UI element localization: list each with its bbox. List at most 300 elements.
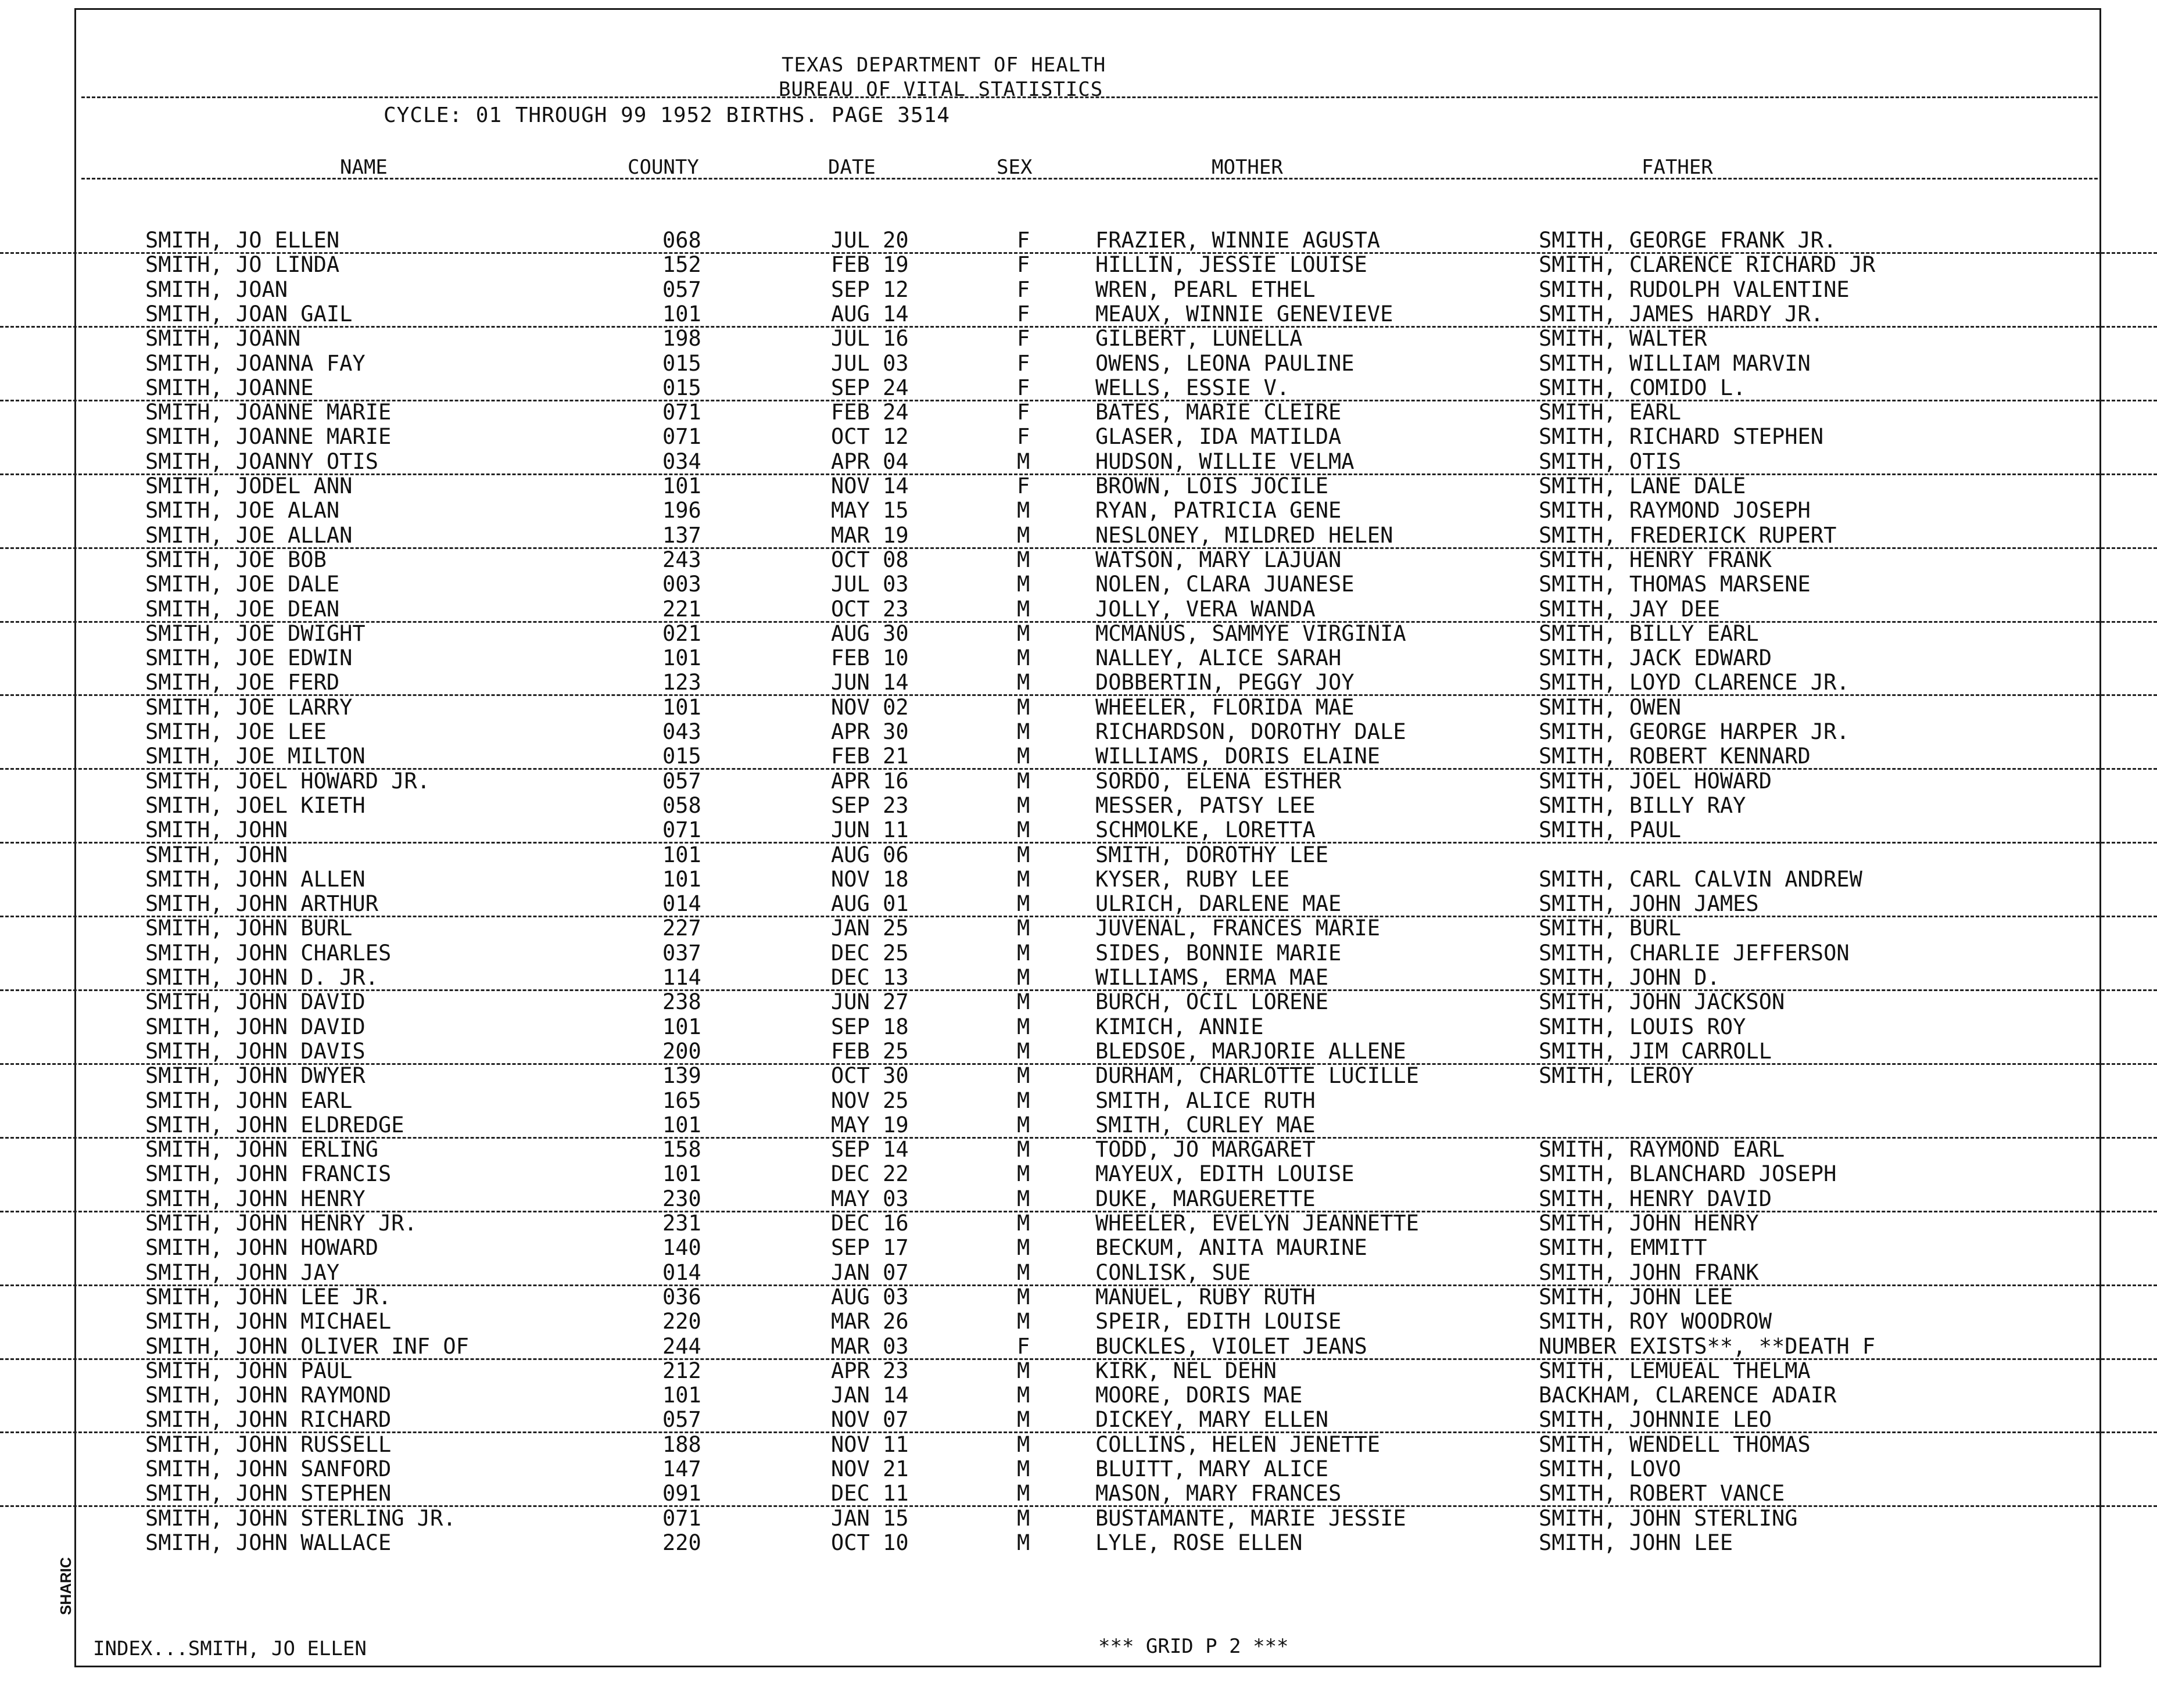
cell-father: SMITH, RAYMOND EARL: [1539, 1137, 1785, 1162]
table-row: [0, 597, 2157, 623]
cell-date: MAR 26: [831, 1309, 909, 1334]
cell-father: SMITH, RICHARD STEPHEN: [1539, 424, 1824, 450]
cell-date: APR 16: [831, 768, 909, 794]
cell-sex: M: [1017, 1161, 1030, 1187]
cell-date: JAN 15: [831, 1505, 909, 1531]
cell-county: 021: [662, 620, 701, 646]
cell-father: BACKHAM, CLARENCE ADAIR: [1539, 1383, 1837, 1408]
table-row: [0, 817, 2157, 844]
cell-date: SEP 18: [831, 1014, 909, 1039]
cell-mother: JUVENAL, FRANCES MARIE: [1095, 916, 1381, 941]
cell-name: SMITH, JO ELLEN: [145, 228, 340, 253]
cell-date: AUG 06: [831, 842, 909, 867]
cell-name: SMITH, JOHN STERLING JR.: [145, 1505, 456, 1531]
cell-sex: M: [1017, 522, 1030, 548]
cell-county: 068: [662, 228, 701, 253]
table-row: [0, 645, 2157, 670]
cell-father: SMITH, JOHN LEE: [1539, 1530, 1733, 1555]
cell-mother: TODD, JO MARGARET: [1095, 1137, 1316, 1162]
table-row: [0, 744, 2157, 770]
cell-mother: BROWN, LOIS JOCILE: [1095, 473, 1328, 498]
cell-sex: M: [1017, 1456, 1030, 1481]
cell-date: DEC 11: [831, 1481, 909, 1506]
cell-sex: M: [1017, 448, 1030, 474]
cell-mother: WELLS, ESSIE V.: [1095, 375, 1290, 400]
cell-mother: DOBBERTIN, PEGGY JOY: [1095, 670, 1355, 695]
cell-mother: BLEDSOE, MARJORIE ALLENE: [1095, 1038, 1406, 1064]
table-row: [0, 793, 2157, 817]
table-row: [0, 1506, 2157, 1530]
column-header-divider: [81, 178, 2098, 180]
cell-father: SMITH, JOHN LEE: [1539, 1284, 1733, 1309]
cell-father: NUMBER EXISTS**, **DEATH F: [1539, 1333, 1876, 1359]
cell-mother: COLLINS, HELEN JENETTE: [1095, 1431, 1381, 1457]
cell-father: SMITH, ROBERT KENNARD: [1539, 744, 1811, 769]
cell-county: 101: [662, 473, 701, 498]
cell-date: FEB 19: [831, 252, 909, 278]
cell-name: SMITH, JOHN D. JR.: [145, 965, 378, 990]
cell-father: SMITH, JAMES HARDY JR.: [1539, 301, 1824, 326]
cell-mother: MEAUX, WINNIE GENEVIEVE: [1095, 301, 1393, 326]
cell-mother: BATES, MARIE CLEIRE: [1095, 400, 1342, 425]
cell-sex: M: [1017, 1088, 1030, 1113]
cell-sex: M: [1017, 1505, 1030, 1531]
table-row: [0, 1456, 2157, 1481]
cell-father: SMITH, GEORGE HARPER JR.: [1539, 719, 1850, 744]
cell-date: JAN 07: [831, 1260, 909, 1285]
cell-name: SMITH, JOEL HOWARD JR.: [145, 768, 431, 794]
cell-sex: F: [1017, 252, 1030, 278]
cell-date: APR 30: [831, 719, 909, 744]
cell-county: 101: [662, 694, 701, 720]
cell-date: APR 23: [831, 1358, 909, 1383]
cell-father: SMITH, LEROY: [1539, 1063, 1694, 1089]
cell-father: SMITH, EARL: [1539, 400, 1682, 425]
cell-name: SMITH, JOHN DAVIS: [145, 1038, 366, 1064]
cell-name: SMITH, JOANN: [145, 326, 301, 351]
cell-mother: GILBERT, LUNELLA: [1095, 326, 1303, 351]
cell-mother: SPEIR, EDITH LOUISE: [1095, 1309, 1342, 1334]
cell-father: SMITH, JOHN STERLING: [1539, 1505, 1798, 1531]
table-row: [0, 1309, 2157, 1333]
cell-name: SMITH, JOE BOB: [145, 547, 327, 572]
column-header-name: NAME: [340, 156, 388, 179]
cell-date: APR 04: [831, 448, 909, 474]
cell-county: 101: [662, 1383, 701, 1408]
cell-date: JUN 11: [831, 817, 909, 843]
cell-sex: M: [1017, 670, 1030, 695]
cell-mother: MCMANUS, SAMMYE VIRGINIA: [1095, 620, 1406, 646]
table-row: [0, 1137, 2157, 1161]
index-label: INDEX...SMITH, JO ELLEN: [93, 1637, 367, 1660]
cell-father: SMITH, JOHN JAMES: [1539, 891, 1759, 917]
table-row: [0, 547, 2157, 572]
cell-father: SMITH, THOMAS MARSENE: [1539, 572, 1811, 597]
cell-name: SMITH, JOHN: [145, 842, 288, 867]
cell-county: 091: [662, 1481, 701, 1506]
cell-sex: M: [1017, 1211, 1030, 1236]
cell-sex: M: [1017, 1038, 1030, 1064]
cell-county: 152: [662, 252, 701, 278]
column-header-sex: SEX: [997, 156, 1033, 179]
cell-county: 147: [662, 1456, 701, 1481]
cell-sex: M: [1017, 792, 1030, 818]
cell-mother: BURCH, OCIL LORENE: [1095, 989, 1328, 1015]
cell-father: SMITH, COMIDO L.: [1539, 375, 1746, 400]
header-divider: [81, 96, 2098, 98]
cell-date: NOV 02: [831, 694, 909, 720]
table-row: [0, 1530, 2157, 1555]
cell-name: SMITH, JOANNY OTIS: [145, 448, 378, 474]
cell-name: SMITH, JOE LARRY: [145, 694, 353, 720]
table-row: [0, 1186, 2157, 1212]
bureau-title: BUREAU OF VITAL STATISTICS: [779, 78, 1103, 101]
column-header-mother: MOTHER: [1212, 156, 1283, 179]
cell-date: AUG 30: [831, 620, 909, 646]
cell-father: SMITH, LEMUEAL THELMA: [1539, 1358, 1811, 1383]
cell-mother: NESLONEY, MILDRED HELEN: [1095, 522, 1393, 548]
cell-date: DEC 25: [831, 940, 909, 966]
cell-mother: CONLISK, SUE: [1095, 1260, 1251, 1285]
cell-name: SMITH, JOE DALE: [145, 572, 340, 597]
cell-county: 043: [662, 719, 701, 744]
table-row: [0, 1358, 2157, 1383]
cell-sex: M: [1017, 1383, 1030, 1408]
cell-county: 101: [662, 301, 701, 326]
cell-father: SMITH, WENDELL THOMAS: [1539, 1431, 1811, 1457]
cell-sex: M: [1017, 1481, 1030, 1506]
cell-county: 101: [662, 1112, 701, 1138]
cell-name: SMITH, JOHN CHARLES: [145, 940, 392, 966]
cell-date: NOV 18: [831, 866, 909, 892]
cell-sex: M: [1017, 989, 1030, 1015]
cell-sex: F: [1017, 326, 1030, 351]
cell-mother: KIRK, NEL DEHN: [1095, 1358, 1277, 1383]
cell-mother: WILLIAMS, DORIS ELAINE: [1095, 744, 1381, 769]
cell-name: SMITH, JOEL KIETH: [145, 792, 366, 818]
cell-name: SMITH, JOHN ERLING: [145, 1137, 378, 1162]
table-row: [0, 989, 2157, 1014]
cell-date: FEB 21: [831, 744, 909, 769]
cell-county: 015: [662, 744, 701, 769]
cell-mother: MANUEL, RUBY RUTH: [1095, 1284, 1316, 1309]
table-row: [0, 449, 2157, 475]
cell-mother: MASON, MARY FRANCES: [1095, 1481, 1342, 1506]
cell-county: 003: [662, 572, 701, 597]
cell-date: JUL 03: [831, 350, 909, 376]
cell-county: 123: [662, 670, 701, 695]
cell-date: FEB 25: [831, 1038, 909, 1064]
cell-county: 212: [662, 1358, 701, 1383]
cell-mother: WREN, PEARL ETHEL: [1095, 277, 1316, 302]
cell-county: 037: [662, 940, 701, 966]
cell-name: SMITH, JOE MILTON: [145, 744, 366, 769]
cell-sex: F: [1017, 424, 1030, 450]
cell-date: SEP 14: [831, 1137, 909, 1162]
cell-name: SMITH, JOHN LEE JR.: [145, 1284, 392, 1309]
cell-name: SMITH, JOHN SANFORD: [145, 1456, 392, 1481]
cell-mother: NOLEN, CLARA JUANESE: [1095, 572, 1355, 597]
cell-county: 034: [662, 448, 701, 474]
table-row: [0, 400, 2157, 424]
cell-county: 014: [662, 891, 701, 917]
cell-name: SMITH, JOAN: [145, 277, 288, 302]
cell-mother: MESSER, PATSY LEE: [1095, 792, 1316, 818]
table-row: [0, 1088, 2157, 1113]
cell-mother: MAYEUX, EDITH LOUISE: [1095, 1161, 1355, 1187]
cell-sex: M: [1017, 719, 1030, 744]
cell-date: MAY 19: [831, 1112, 909, 1138]
cell-mother: HUDSON, WILLIE VELMA: [1095, 448, 1355, 474]
cell-mother: DICKEY, MARY ELLEN: [1095, 1407, 1328, 1433]
table-row: [0, 1407, 2157, 1433]
table-row: [0, 621, 2157, 645]
cell-sex: M: [1017, 1235, 1030, 1261]
cell-mother: WILLIAMS, ERMA MAE: [1095, 965, 1328, 990]
cell-mother: BECKUM, ANITA MAURINE: [1095, 1235, 1367, 1261]
cell-name: SMITH, JOANNE MARIE: [145, 424, 392, 450]
cell-mother: KIMICH, ANNIE: [1095, 1014, 1264, 1039]
table-row: [0, 1113, 2157, 1139]
cell-sex: M: [1017, 744, 1030, 769]
cell-name: SMITH, JOHN HOWARD: [145, 1235, 378, 1261]
cell-name: SMITH, JOANNE: [145, 375, 314, 400]
cell-sex: M: [1017, 547, 1030, 572]
cell-county: 014: [662, 1260, 701, 1285]
cell-father: SMITH, JAY DEE: [1539, 596, 1720, 622]
cell-sex: F: [1017, 400, 1030, 425]
cell-mother: LYLE, ROSE ELLEN: [1095, 1530, 1303, 1555]
cell-mother: OWENS, LEONA PAULINE: [1095, 350, 1355, 376]
table-row: [0, 523, 2157, 549]
cell-father: SMITH, LOUIS ROY: [1539, 1014, 1746, 1039]
cell-sex: F: [1017, 1333, 1030, 1359]
cell-father: SMITH, OTIS: [1539, 448, 1682, 474]
cell-name: SMITH, JODEL ANN: [145, 473, 353, 498]
cell-county: 200: [662, 1038, 701, 1064]
table-row: [0, 1334, 2157, 1360]
table-row: [0, 473, 2157, 498]
table-row: [0, 867, 2157, 891]
cell-mother: WHEELER, EVELYN JEANNETTE: [1095, 1211, 1419, 1236]
cell-county: 101: [662, 866, 701, 892]
cell-county: 071: [662, 1505, 701, 1531]
table-row: [0, 375, 2157, 401]
cell-county: 036: [662, 1284, 701, 1309]
column-header-date: DATE: [828, 156, 876, 179]
cell-county: 198: [662, 326, 701, 351]
cell-name: SMITH, JOHN PAUL: [145, 1358, 353, 1383]
cell-father: SMITH, PAUL: [1539, 817, 1682, 843]
cell-sex: M: [1017, 842, 1030, 867]
cell-date: OCT 08: [831, 547, 909, 572]
cell-date: NOV 21: [831, 1456, 909, 1481]
cell-county: 243: [662, 547, 701, 572]
cell-date: NOV 11: [831, 1431, 909, 1457]
cell-father: SMITH, WILLIAM MARVIN: [1539, 350, 1811, 376]
cell-date: FEB 10: [831, 645, 909, 671]
cell-father: SMITH, FREDERICK RUPERT: [1539, 522, 1837, 548]
cell-sex: F: [1017, 301, 1030, 326]
side-stamp: SHARIC: [57, 1557, 74, 1615]
cell-date: NOV 07: [831, 1407, 909, 1433]
cell-county: 188: [662, 1431, 701, 1457]
cell-mother: BUSTAMANTE, MARIE JESSIE: [1095, 1505, 1406, 1531]
cell-name: SMITH, JOHN ALLEN: [145, 866, 366, 892]
cell-father: SMITH, CHARLIE JEFFERSON: [1539, 940, 1850, 966]
cell-sex: M: [1017, 1063, 1030, 1089]
table-row: [0, 1481, 2157, 1507]
cell-name: SMITH, JOHN RICHARD: [145, 1407, 392, 1433]
cell-sex: M: [1017, 572, 1030, 597]
department-title: TEXAS DEPARTMENT OF HEALTH: [782, 53, 1106, 77]
table-row: [0, 769, 2157, 793]
cell-father: SMITH, CLARENCE RICHARD JR: [1539, 252, 1876, 278]
cell-name: SMITH, JOHN JAY: [145, 1260, 340, 1285]
cell-father: SMITH, OWEN: [1539, 694, 1682, 720]
cell-sex: F: [1017, 350, 1030, 376]
cell-date: JAN 25: [831, 916, 909, 941]
table-row: [0, 670, 2157, 696]
cell-sex: M: [1017, 620, 1030, 646]
cell-father: SMITH, JOEL HOWARD: [1539, 768, 1772, 794]
cell-mother: NALLEY, ALICE SARAH: [1095, 645, 1342, 671]
cell-sex: M: [1017, 1137, 1030, 1162]
cell-county: 057: [662, 1407, 701, 1433]
table-row: [0, 424, 2157, 448]
cell-father: SMITH, BLANCHARD JOSEPH: [1539, 1161, 1837, 1187]
cell-date: AUG 01: [831, 891, 909, 917]
cell-sex: M: [1017, 817, 1030, 843]
cell-father: SMITH, JOHN D.: [1539, 965, 1720, 990]
cell-mother: KYSER, RUBY LEE: [1095, 866, 1290, 892]
cell-name: SMITH, JOHN BURL: [145, 916, 353, 941]
table-row: [0, 572, 2157, 596]
cell-name: SMITH, JOE FERD: [145, 670, 340, 695]
table-row: [0, 351, 2157, 375]
cell-sex: M: [1017, 768, 1030, 794]
cell-date: OCT 30: [831, 1063, 909, 1089]
cell-sex: M: [1017, 1358, 1030, 1383]
cell-father: SMITH, WALTER: [1539, 326, 1707, 351]
cell-name: SMITH, JOE LEE: [145, 719, 327, 744]
cell-county: 071: [662, 424, 701, 450]
cell-date: OCT 10: [831, 1530, 909, 1555]
cell-county: 101: [662, 842, 701, 867]
cell-sex: M: [1017, 866, 1030, 892]
cell-name: SMITH, JOHN STEPHEN: [145, 1481, 392, 1506]
cell-name: SMITH, JOHN OLIVER INF OF: [145, 1333, 469, 1359]
cell-county: 227: [662, 916, 701, 941]
cell-date: DEC 22: [831, 1161, 909, 1187]
cell-county: 230: [662, 1186, 701, 1211]
table-row: [0, 252, 2157, 277]
cell-mother: WHEELER, FLORIDA MAE: [1095, 694, 1355, 720]
cell-sex: M: [1017, 498, 1030, 523]
cell-county: 057: [662, 277, 701, 302]
table-row: [0, 302, 2157, 328]
cell-father: SMITH, EMMITT: [1539, 1235, 1707, 1261]
table-row: [0, 1235, 2157, 1260]
cell-date: SEP 17: [831, 1235, 909, 1261]
cell-county: 158: [662, 1137, 701, 1162]
cell-sex: M: [1017, 965, 1030, 990]
table-row: [0, 842, 2157, 867]
table-row: [0, 326, 2157, 350]
cell-father: SMITH, JOHN HENRY: [1539, 1211, 1759, 1236]
table-row: [0, 1284, 2157, 1309]
cell-county: 244: [662, 1333, 701, 1359]
cell-father: SMITH, BILLY EARL: [1539, 620, 1759, 646]
cell-mother: SCHMOLKE, LORETTA: [1095, 817, 1316, 843]
cell-name: SMITH, JOE DWIGHT: [145, 620, 366, 646]
cell-mother: ULRICH, DARLENE MAE: [1095, 891, 1342, 917]
cell-mother: WATSON, MARY LAJUAN: [1095, 547, 1342, 572]
cell-mother: DURHAM, CHARLOTTE LUCILLE: [1095, 1063, 1419, 1089]
cell-county: 238: [662, 989, 701, 1015]
cell-sex: M: [1017, 940, 1030, 966]
cell-father: SMITH, CARL CALVIN ANDREW: [1539, 866, 1862, 892]
cell-date: OCT 12: [831, 424, 909, 450]
table-row: [0, 277, 2157, 302]
grid-label: *** GRID P 2 ***: [1098, 1635, 1289, 1658]
cell-sex: M: [1017, 596, 1030, 622]
cell-father: SMITH, RAYMOND JOSEPH: [1539, 498, 1811, 523]
cell-mother: SMITH, CURLEY MAE: [1095, 1112, 1316, 1138]
cell-county: 137: [662, 522, 701, 548]
cycle-line: CYCLE: 01 THROUGH 99 1952 BIRTHS. PAGE 3514: [384, 103, 950, 127]
table-row: [0, 498, 2157, 522]
cell-date: SEP 24: [831, 375, 909, 400]
cell-sex: M: [1017, 645, 1030, 671]
cell-father: SMITH, JOHNNIE LEO: [1539, 1407, 1772, 1433]
cell-father: SMITH, LANE DALE: [1539, 473, 1746, 498]
cell-date: MAR 03: [831, 1333, 909, 1359]
cell-county: 220: [662, 1309, 701, 1334]
cell-father: SMITH, ROY WOODROW: [1539, 1309, 1772, 1334]
cell-name: SMITH, JOHN ARTHUR: [145, 891, 378, 917]
column-header-father: FATHER: [1642, 156, 1713, 179]
cell-father: SMITH, JACK EDWARD: [1539, 645, 1772, 671]
table-row: [0, 941, 2157, 965]
cell-name: SMITH, JOHN DAVID: [145, 1014, 366, 1039]
cell-mother: BUCKLES, VIOLET JEANS: [1095, 1333, 1367, 1359]
cell-sex: M: [1017, 916, 1030, 941]
cell-date: FEB 24: [831, 400, 909, 425]
cell-date: OCT 23: [831, 596, 909, 622]
cell-mother: RYAN, PATRICIA GENE: [1095, 498, 1342, 523]
cell-sex: M: [1017, 1407, 1030, 1433]
cell-name: SMITH, JOHN ELDREDGE: [145, 1112, 404, 1138]
cell-county: 140: [662, 1235, 701, 1261]
cell-mother: RICHARDSON, DOROTHY DALE: [1095, 719, 1406, 744]
cell-name: SMITH, JOE DEAN: [145, 596, 340, 622]
cell-sex: M: [1017, 1431, 1030, 1457]
cell-county: 101: [662, 645, 701, 671]
cell-name: SMITH, JOANNA FAY: [145, 350, 366, 376]
cell-name: SMITH, JOHN WALLACE: [145, 1530, 392, 1555]
cell-county: 165: [662, 1088, 701, 1113]
cell-sex: F: [1017, 277, 1030, 302]
cell-father: SMITH, LOYD CLARENCE JR.: [1539, 670, 1850, 695]
cell-mother: BLUITT, MARY ALICE: [1095, 1456, 1328, 1481]
cell-mother: SIDES, BONNIE MARIE: [1095, 940, 1342, 966]
cell-name: SMITH, JOHN RAYMOND: [145, 1383, 392, 1408]
cell-name: SMITH, JOHN RUSSELL: [145, 1431, 392, 1457]
table-row: [0, 1260, 2157, 1286]
cell-father: SMITH, BILLY RAY: [1539, 792, 1746, 818]
cell-date: JAN 14: [831, 1383, 909, 1408]
